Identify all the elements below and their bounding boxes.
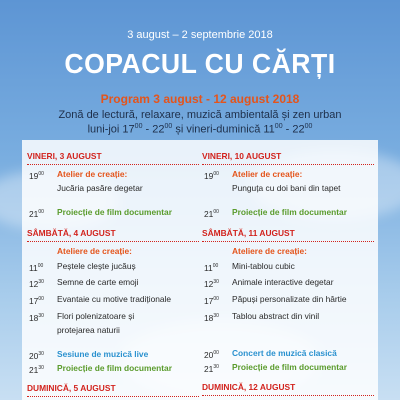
schedule-row xyxy=(27,277,199,290)
schedule-row xyxy=(202,169,374,182)
schedule-row xyxy=(202,207,374,220)
schedule-row xyxy=(27,261,199,274)
activity-title: protejarea naturii xyxy=(57,324,120,335)
day-heading: SÂMBĂTĂ, 4 AUGUST xyxy=(27,220,199,242)
page-title: COPACUL CU CĂRȚI xyxy=(64,48,336,79)
music-session: Concert de muzică clasică xyxy=(232,347,337,358)
schedule-row xyxy=(202,246,374,257)
workshop-label: Atelier de creație: xyxy=(57,169,128,179)
time-label: $12^{30}$ xyxy=(204,279,219,290)
schedule-row xyxy=(202,294,374,307)
activity-title: Semne de carte emoji xyxy=(57,277,139,288)
schedule-row xyxy=(202,261,374,274)
schedule-row xyxy=(27,325,199,336)
music-session: Sesiune de muzică live xyxy=(57,348,149,359)
time-label: $18^{30}$ xyxy=(29,312,44,323)
activity-title: Flori polenizatoare și xyxy=(57,310,135,321)
schedule-row xyxy=(27,246,199,257)
schedule-row xyxy=(202,311,374,324)
activity-title: Punguța cu doi bani din tapet xyxy=(232,182,341,193)
day-heading: SÂMBĂTĂ, 11 AUGUST xyxy=(202,220,374,242)
program-period: Program 3 august - 12 august 2018 xyxy=(100,92,300,106)
activity-title: Evantaie cu motive tradiționale xyxy=(57,294,172,305)
schedule-row xyxy=(27,207,199,220)
day-heading: VINERI, 3 AUGUST xyxy=(27,143,199,165)
film-screening: Proiecție de film documentar xyxy=(57,206,172,217)
activity-title: Animale interactive degetar xyxy=(232,277,334,288)
schedule-row xyxy=(27,311,199,324)
schedule-column-left xyxy=(27,143,199,397)
opening-hours: luni-joi $17^{00} - 22^{00}$ și vineri-duminică $11^{00} - 22^{00}$ xyxy=(87,123,313,136)
workshop-label: Atelier de creație: xyxy=(232,169,303,179)
time-label: $11^{00}$ xyxy=(29,262,44,273)
schedule-row xyxy=(27,169,199,182)
schedule-row xyxy=(202,183,374,194)
time-label: $20^{30}$ xyxy=(29,350,44,361)
schedule-row xyxy=(202,277,374,290)
time-label: $18^{30}$ xyxy=(204,312,219,323)
time-label: $20^{00}$ xyxy=(204,349,219,360)
film-screening: Proiecție de film documentar xyxy=(232,206,347,217)
schedule-row xyxy=(27,294,199,307)
activity-title: Peștele clește jucăuș xyxy=(57,260,136,271)
time-label: $17^{00}$ xyxy=(204,295,219,306)
day-heading: VINERI, 10 AUGUST xyxy=(202,143,374,165)
time-label: $12^{30}$ xyxy=(29,279,44,290)
time-label: $17^{00}$ xyxy=(29,295,44,306)
time-label: $21^{30}$ xyxy=(204,363,219,374)
workshop-label: Ateliere de creație: xyxy=(232,245,307,256)
activity-title: Jucăria pasăre degetar xyxy=(57,182,143,193)
time-label: $19^{00}$ xyxy=(29,170,44,181)
schedule-row xyxy=(27,363,199,376)
film-screening: Proiecție de film documentar xyxy=(232,361,347,372)
workshop-label: Ateliere de creație: xyxy=(57,245,132,256)
day-heading: DUMINICĂ, 5 AUGUST xyxy=(27,375,199,397)
schedule-row xyxy=(202,362,374,375)
activity-title: Mini-tablou cubic xyxy=(232,260,295,271)
time-label: $11^{00}$ xyxy=(204,262,219,273)
film-screening: Proiecție de film documentar xyxy=(57,362,172,373)
event-description: Zonă de lectură, relaxare, muzică ambientală și zen urban xyxy=(58,109,342,121)
schedule-column-right xyxy=(202,143,374,396)
day-heading: DUMINICĂ, 12 AUGUST xyxy=(202,374,374,396)
activity-title: Tablou abstract din vinil xyxy=(232,310,320,321)
event-dates: 3 august – 2 septembrie 2018 xyxy=(127,29,273,41)
time-label: $21^{00}$ xyxy=(29,208,44,219)
schedule-row xyxy=(27,183,199,194)
time-label: $19^{00}$ xyxy=(204,170,219,181)
time-label: $21^{30}$ xyxy=(29,364,44,375)
schedule-row xyxy=(202,348,374,361)
time-label: $21^{00}$ xyxy=(204,208,219,219)
activity-title: Păpuși personalizate din hârtie xyxy=(232,294,347,305)
schedule-row xyxy=(27,349,199,362)
